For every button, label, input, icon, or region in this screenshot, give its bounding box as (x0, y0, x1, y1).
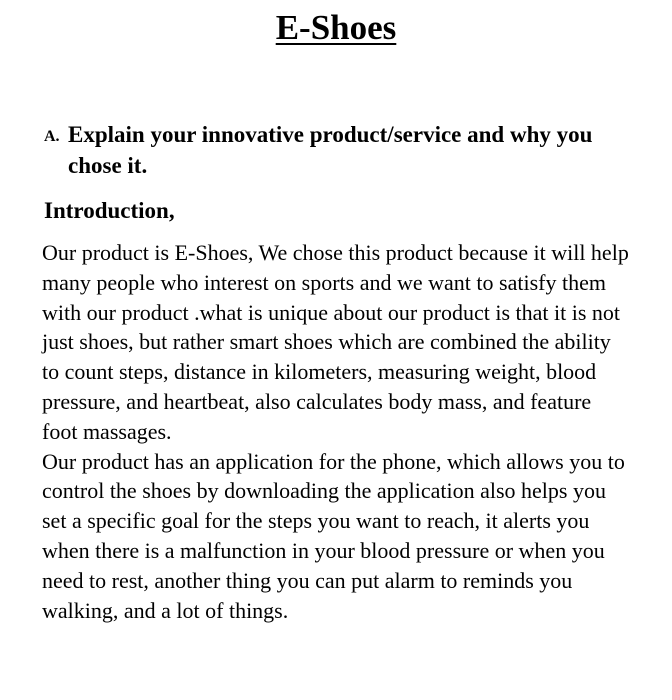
question-a (44, 119, 644, 181)
paragraph-1: Our product is E-Shoes, We chose this product because it will help many people who interest on sports and we want to satisfy them with our product .what is unique about our product is that it is not just shoes, but rather smart shoes which are combined the ability to count steps, distance in kilometers, measuring weight, blood pressure, and heartbeat, also calculates body mass, and feature foot massages. (42, 240, 629, 444)
question-text: Explain your innovative product/service and why you chose it. (68, 122, 593, 178)
question-marker: A. (44, 128, 60, 145)
body-text (42, 238, 632, 625)
section-heading: Introduction, (44, 198, 175, 223)
document-title-text: E-Shoes (275, 8, 397, 47)
document-title (0, 6, 672, 50)
paragraph-2: Our product has an application for the phone, which allows you to control the shoes by downloading the application also helps you set a specific goal for the steps you want to reach, it alerts you when there is a malfunction in your blood pressure or when you need to rest, another thing you can put alarm to reminds you walking, and a lot of things. (42, 448, 625, 623)
